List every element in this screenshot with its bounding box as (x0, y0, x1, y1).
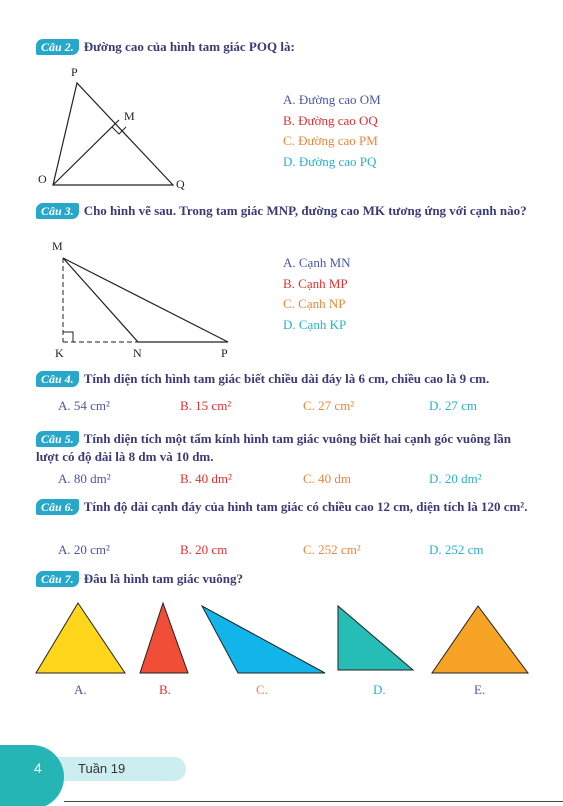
question-text: Đâu là hình tam giác vuông? (83, 571, 243, 586)
option-a[interactable]: A. Đường cao OM (283, 92, 381, 107)
triangle-poq-figure (30, 60, 200, 195)
option-b[interactable]: B. Đường cao OQ (283, 112, 378, 128)
page-number-tab (0, 745, 64, 806)
point-label-n: N (133, 346, 142, 360)
option-b[interactable]: B. (159, 682, 171, 697)
option-c[interactable]: C. 40 dm (303, 471, 352, 486)
point-label-p: P (221, 346, 228, 360)
question-3 (36, 202, 536, 220)
question-text: Cho hình vẽ sau. Trong tam giác MNP, đường cao MK tương ứng với cạnh nào? (83, 203, 527, 218)
triangle-e[interactable] (432, 606, 528, 673)
question-text: Đường cao của hình tam giác POQ là: (83, 39, 295, 54)
triangle-mnp-figure (45, 236, 245, 364)
option-d[interactable]: D. (373, 682, 386, 697)
triangles-figure (30, 598, 540, 678)
triangle-d[interactable] (338, 606, 413, 670)
question-number-badge: Câu 2. (36, 39, 79, 55)
option-b[interactable]: B. Cạnh MP (283, 275, 348, 291)
triangle-c[interactable] (202, 606, 325, 673)
question-6 (36, 498, 536, 516)
point-label-k: K (55, 346, 64, 360)
question-number-badge: Câu 4. (36, 371, 79, 387)
triangle-a[interactable] (36, 603, 125, 673)
question-number-badge: Câu 5. (36, 431, 79, 447)
option-c[interactable]: C. 27 cm² (303, 398, 355, 413)
question-number-badge: Câu 7. (36, 571, 79, 587)
option-a[interactable]: A. Cạnh MN (283, 255, 351, 270)
option-d[interactable]: D. 252 cm (429, 542, 484, 557)
option-b[interactable]: B. 40 dm² (180, 471, 232, 486)
question-number-badge: Câu 3. (36, 203, 79, 219)
question-text: Tính độ dài cạnh đáy của hình tam giác có chiều cao 12 cm, diện tích là 120 cm². (83, 499, 528, 514)
q3-options (283, 253, 351, 335)
option-a[interactable]: A. (74, 682, 87, 697)
option-e[interactable]: E. (474, 682, 486, 697)
option-a[interactable]: A. 54 cm² (58, 398, 110, 413)
week-label: Tuần 19 (78, 761, 126, 776)
question-2 (36, 38, 536, 56)
option-c[interactable]: C. (256, 682, 268, 697)
option-a[interactable]: A. 80 dm² (58, 471, 111, 486)
option-d[interactable]: D. Đường cao PQ (283, 153, 377, 169)
triangle-b[interactable] (140, 603, 188, 673)
point-label-m: M (52, 239, 63, 253)
option-c[interactable]: C. 252 cm² (303, 542, 361, 557)
option-d[interactable]: D. 27 cm (429, 398, 478, 413)
question-text: Tính diện tích hình tam giác biết chiều dài đáy là 6 cm, chiều cao là 9 cm. (83, 371, 490, 386)
question-number-badge: Câu 6. (36, 499, 79, 515)
point-label-q: Q (176, 177, 185, 191)
question-7 (36, 570, 536, 588)
q2-options (283, 90, 381, 172)
option-d[interactable]: D. Cạnh KP (283, 316, 347, 332)
question-4 (36, 370, 536, 388)
question-5 (36, 430, 536, 466)
option-c[interactable]: C. Đường cao PM (283, 133, 378, 148)
page-number: 4 (34, 760, 42, 776)
question-text: Tính diện tích một tấm kính hình tam giác vuông biết hai cạnh góc vuông lần lượt có độ dài là 8 dm và 10 dm. (36, 431, 511, 464)
option-b[interactable]: B. 20 cm (180, 542, 228, 557)
option-c[interactable]: C. Cạnh NP (283, 296, 346, 311)
option-a[interactable]: A. 20 cm² (58, 542, 110, 557)
point-label-o: O (38, 172, 47, 186)
option-b[interactable]: B. 15 cm² (180, 398, 232, 413)
point-label-p: P (71, 65, 78, 79)
point-label-m: M (124, 109, 135, 123)
footer-divider (64, 801, 563, 802)
option-d[interactable]: D. 20 dm² (429, 471, 482, 486)
